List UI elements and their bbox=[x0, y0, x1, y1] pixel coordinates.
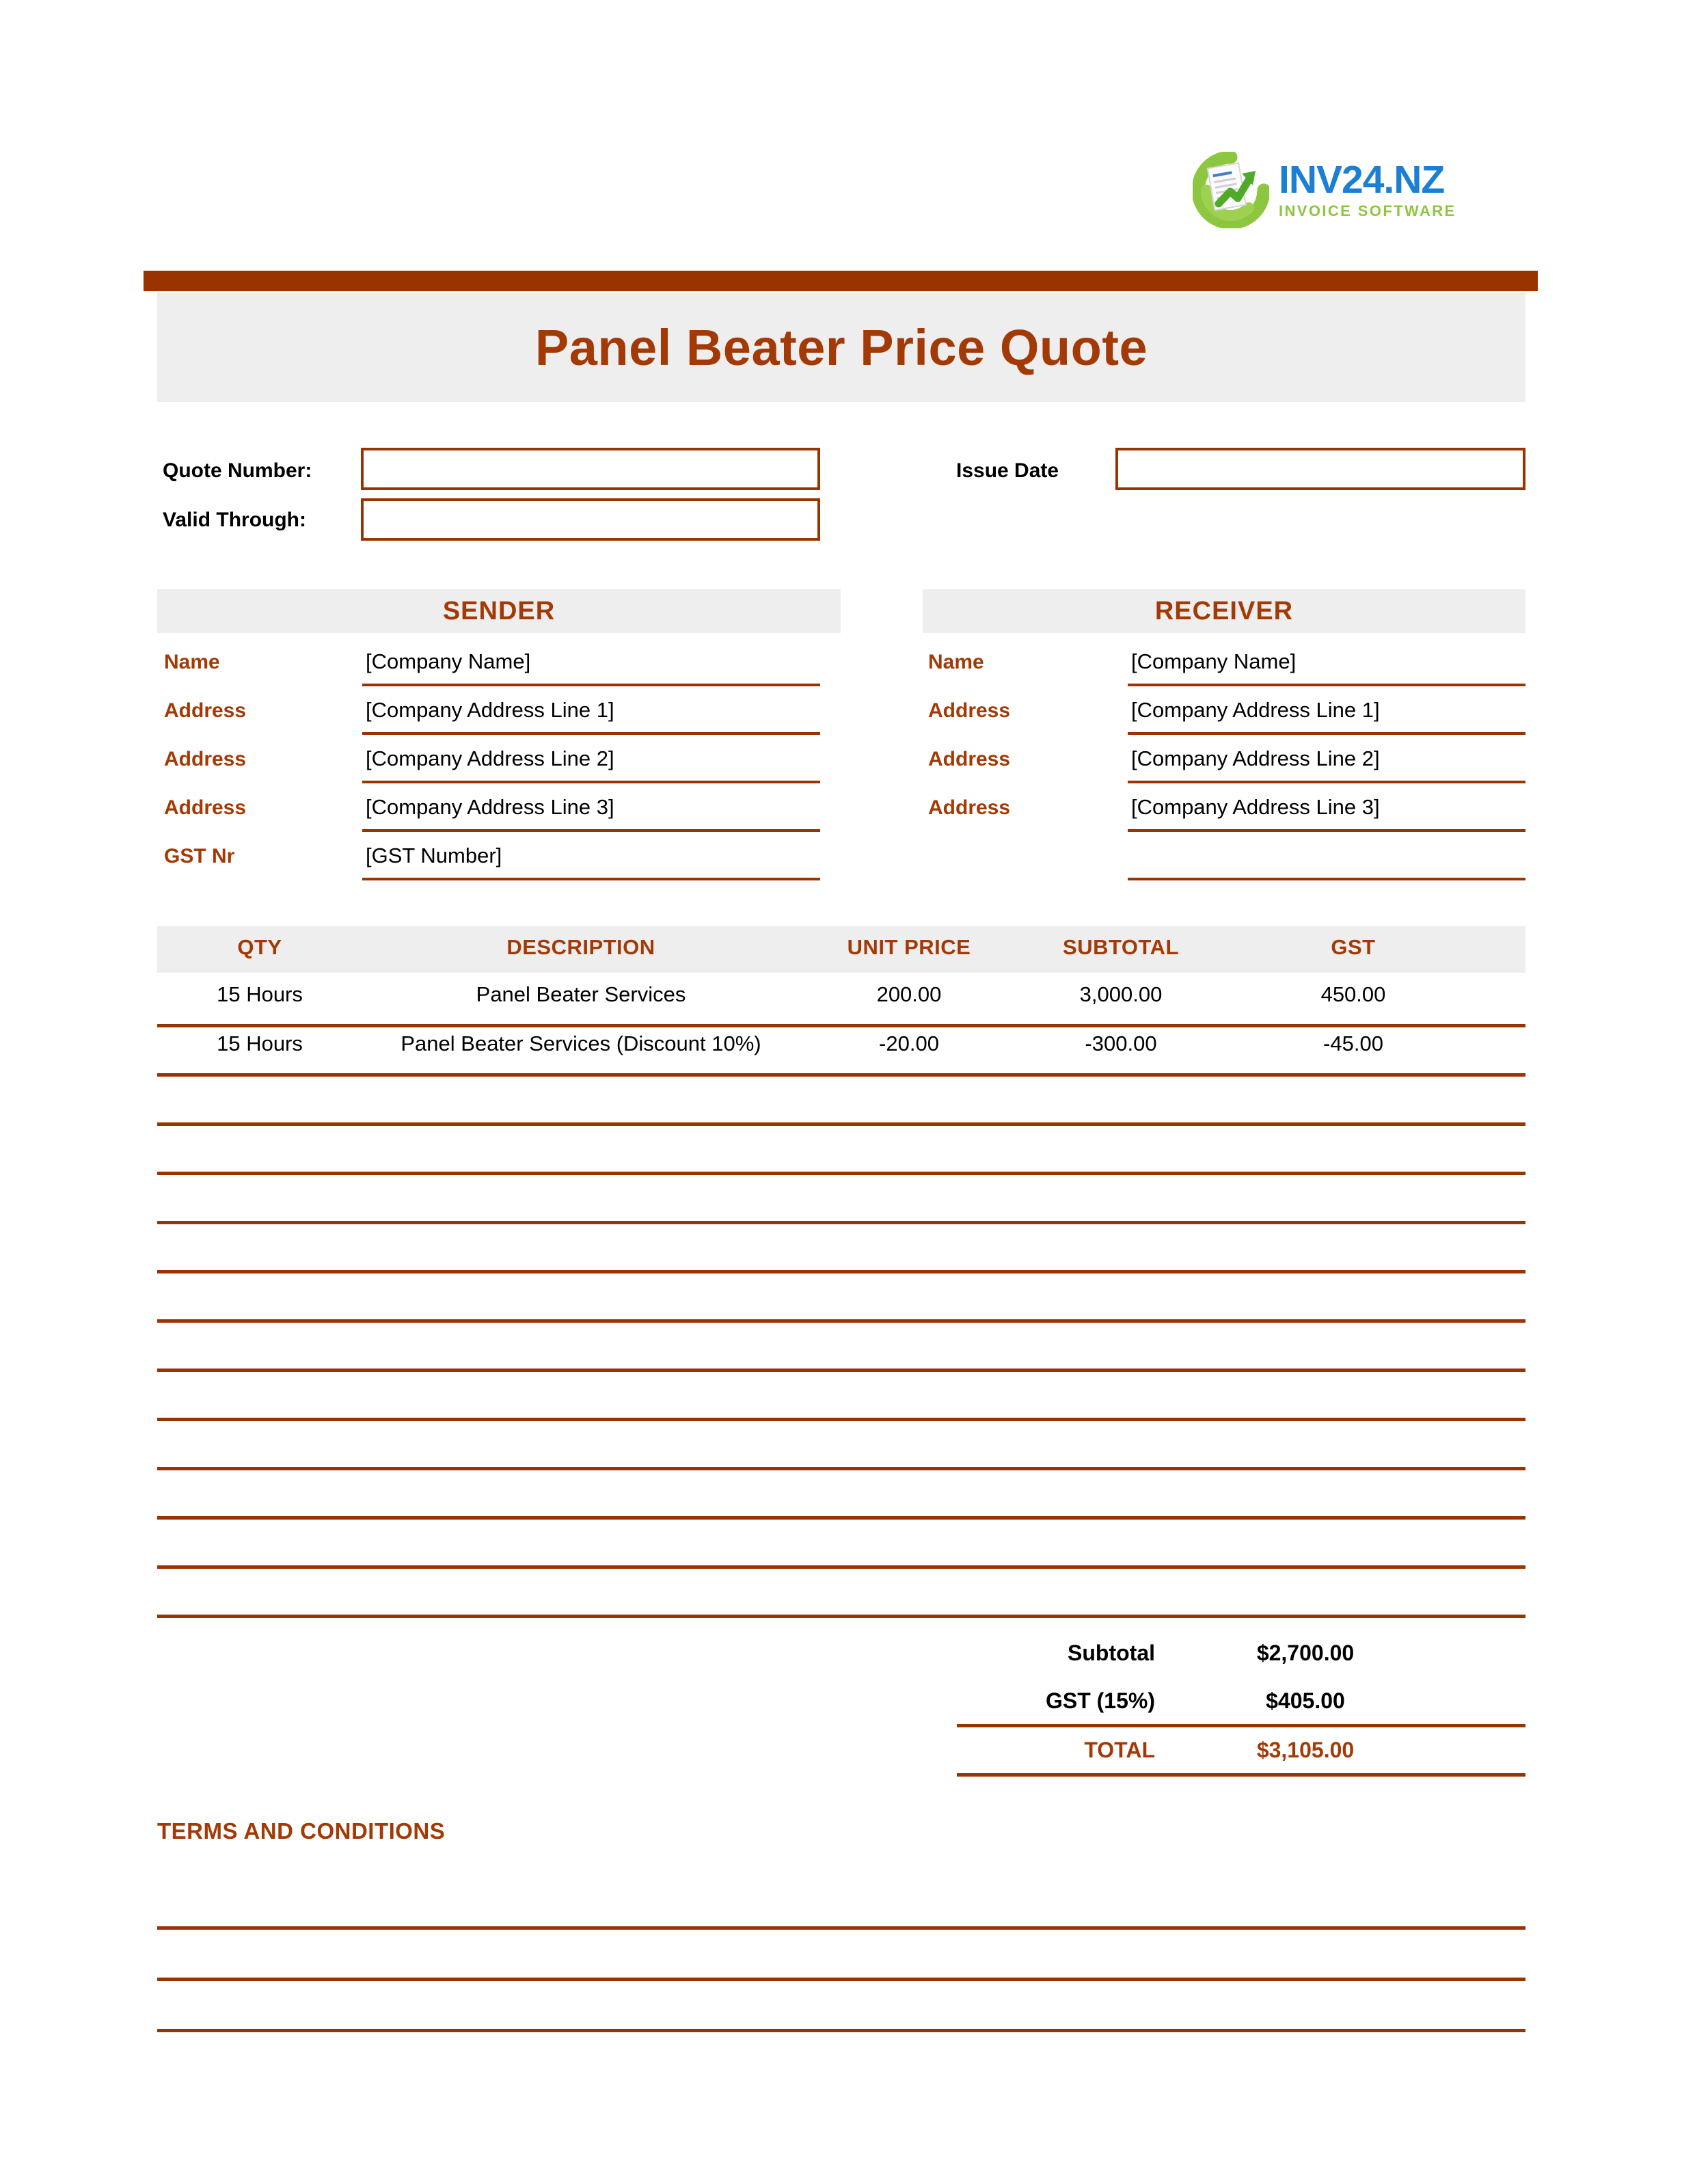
items-column-qty: QTY bbox=[237, 935, 282, 959]
item-row-0-rule bbox=[157, 1024, 1525, 1027]
terms-line-rule[interactable] bbox=[157, 1978, 1525, 1981]
terms-and-conditions-title: TERMS AND CONDITIONS bbox=[157, 1818, 446, 1844]
item-empty-rule bbox=[157, 1516, 1525, 1520]
receiver-row-4-rule bbox=[1128, 878, 1525, 880]
items-column-description: DESCRIPTION bbox=[506, 935, 655, 959]
item-empty-rule bbox=[157, 1221, 1525, 1224]
gst-label: GST (15%) bbox=[1045, 1688, 1155, 1713]
receiver-row-0-rule bbox=[1128, 684, 1525, 686]
quote-number-label: Quote Number: bbox=[163, 459, 312, 482]
receiver-row-1-value[interactable]: [Company Address Line 1] bbox=[1131, 698, 1380, 722]
item-empty-rule bbox=[157, 1369, 1525, 1372]
sender-row-4-label: GST Nr bbox=[164, 845, 235, 867]
item-empty-rule bbox=[157, 1172, 1525, 1175]
sender-row-2-rule bbox=[362, 781, 820, 783]
item-row-0-unit-price: 200.00 bbox=[876, 982, 942, 1006]
terms-line-rule[interactable] bbox=[157, 1926, 1525, 1930]
sender-row-2-value[interactable]: [Company Address Line 2] bbox=[366, 746, 614, 770]
item-row-1-qty: 15 Hours bbox=[217, 1032, 303, 1055]
brand-tagline: INVOICE SOFTWARE bbox=[1279, 202, 1456, 219]
invoice-growth-circle-logo-icon bbox=[1193, 152, 1269, 228]
receiver-row-1-rule bbox=[1128, 732, 1525, 735]
item-empty-rule bbox=[157, 1270, 1525, 1273]
top-accent-bar bbox=[144, 271, 1538, 291]
valid-through-input[interactable] bbox=[361, 498, 820, 541]
subtotal-value: $2,700.00 bbox=[1256, 1641, 1355, 1665]
brand-logo bbox=[1193, 147, 1466, 232]
receiver-row-3-label: Address bbox=[928, 796, 1011, 819]
sender-row-1-label: Address bbox=[164, 699, 247, 722]
terms-line-rule[interactable] bbox=[157, 2029, 1525, 2032]
valid-through-label: Valid Through: bbox=[163, 509, 306, 531]
sender-row-3-label: Address bbox=[164, 796, 247, 819]
totals-divider-bottom bbox=[957, 1773, 1525, 1777]
item-empty-rule bbox=[157, 1565, 1525, 1569]
issue-date-input[interactable] bbox=[1115, 448, 1525, 490]
receiver-row-3-value[interactable]: [Company Address Line 3] bbox=[1131, 795, 1380, 819]
brand-logo-text bbox=[1279, 158, 1456, 219]
sender-row-3-value[interactable]: [Company Address Line 3] bbox=[366, 795, 614, 819]
item-empty-rule bbox=[157, 1467, 1525, 1470]
document-title-band bbox=[157, 293, 1525, 402]
item-row-1-rule bbox=[157, 1073, 1525, 1077]
total-label: TOTAL bbox=[1084, 1738, 1155, 1762]
receiver-row-1-label: Address bbox=[928, 699, 1011, 722]
sender-row-0-rule bbox=[362, 684, 820, 686]
sender-row-4-value[interactable]: [GST Number] bbox=[366, 844, 502, 867]
item-row-0-description: Panel Beater Services bbox=[476, 982, 686, 1006]
subtotal-label: Subtotal bbox=[1068, 1641, 1155, 1665]
items-column-gst: GST bbox=[1331, 935, 1376, 959]
issue-date-label: Issue Date bbox=[956, 459, 1059, 482]
item-row-0-subtotal: 3,000.00 bbox=[1079, 982, 1163, 1006]
item-row-0-gst: 450.00 bbox=[1320, 982, 1386, 1006]
totals-divider-top bbox=[957, 1724, 1525, 1727]
brand-name: INV24.NZ bbox=[1279, 158, 1445, 202]
gst-value: $405.00 bbox=[1266, 1688, 1345, 1713]
receiver-row-2-label: Address bbox=[928, 748, 1011, 770]
receiver-row-0-label: Name bbox=[928, 651, 984, 673]
items-column-unit-price: UNIT PRICE bbox=[847, 935, 971, 959]
receiver-row-0-value[interactable]: [Company Name] bbox=[1131, 649, 1297, 673]
receiver-heading-band bbox=[923, 589, 1525, 633]
item-row-1-gst: -45.00 bbox=[1323, 1032, 1383, 1055]
total-value: $3,105.00 bbox=[1256, 1738, 1355, 1762]
sender-heading: SENDER bbox=[442, 596, 556, 625]
receiver-row-3-rule bbox=[1128, 829, 1525, 832]
item-empty-rule bbox=[157, 1418, 1525, 1421]
item-row-1-unit-price: -20.00 bbox=[879, 1032, 939, 1055]
sender-row-1-rule bbox=[362, 732, 820, 735]
sender-row-4-rule bbox=[362, 878, 820, 880]
page-title: Panel Beater Price Quote bbox=[534, 319, 1148, 376]
items-column-subtotal: SUBTOTAL bbox=[1063, 935, 1179, 959]
item-empty-rule bbox=[157, 1615, 1525, 1618]
receiver-row-2-value[interactable]: [Company Address Line 2] bbox=[1131, 746, 1380, 770]
sender-row-3-rule bbox=[362, 829, 820, 832]
item-empty-rule bbox=[157, 1122, 1525, 1126]
sender-row-1-value[interactable]: [Company Address Line 1] bbox=[366, 698, 614, 722]
sender-row-0-value[interactable]: [Company Name] bbox=[366, 649, 531, 673]
sender-row-0-label: Name bbox=[164, 651, 220, 673]
item-row-0-qty: 15 Hours bbox=[217, 982, 303, 1006]
sender-row-2-label: Address bbox=[164, 748, 247, 770]
receiver-row-2-rule bbox=[1128, 781, 1525, 783]
sender-heading-band bbox=[157, 589, 841, 633]
receiver-heading: RECEIVER bbox=[1154, 596, 1294, 625]
quote-number-input[interactable] bbox=[361, 448, 820, 490]
item-empty-rule bbox=[157, 1319, 1525, 1323]
item-row-1-subtotal: -300.00 bbox=[1085, 1032, 1157, 1055]
item-row-1-description: Panel Beater Services (Discount 10%) bbox=[401, 1032, 761, 1055]
